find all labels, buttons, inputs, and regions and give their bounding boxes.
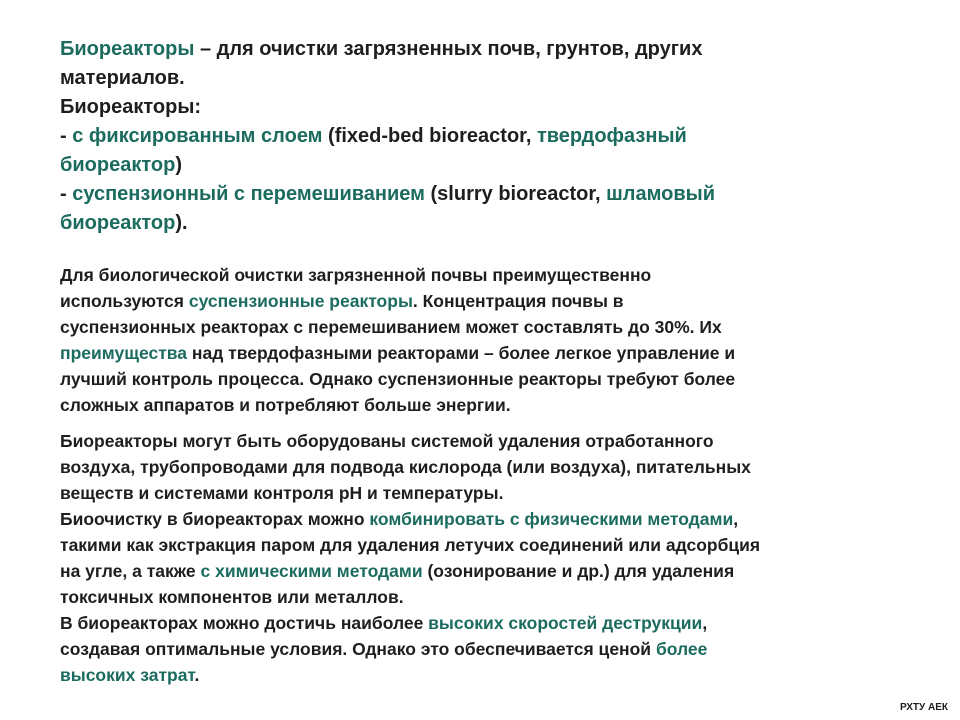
paragraph-line: Биоочистку в биореакторах можно комбинировать с физическими методами,	[60, 509, 739, 529]
term-solid-phase: твердофазный	[536, 125, 687, 147]
paragraph-line: такими как экстракция паром для удаления летучих соединений или адсорбция	[60, 535, 761, 555]
bioreactor-equipment-paragraph	[60, 428, 930, 688]
paragraph-line: токсичных компонентов или металлов.	[60, 587, 404, 607]
paragraph-line: создавая оптимальные условия. Однако это обеспечивается ценой более	[60, 639, 708, 659]
intro-line: биореактор)	[60, 154, 182, 176]
paragraph-line: суспензионных реакторах с перемешиванием может составлять до 30%. Их	[60, 317, 722, 337]
term-bioreactor: биореактор	[60, 154, 176, 176]
paragraph-line: Для биологической очистки загрязненной почвы преимущественно	[60, 265, 652, 285]
term-slurry: суспензионный с перемешиванием	[72, 183, 425, 205]
term-higher-costs: высоких затрат	[60, 665, 195, 685]
term-advantages: преимущества	[60, 343, 188, 363]
paragraph-line: сложных аппаратов и потребляют больше энергии.	[60, 395, 511, 415]
term-sludge: шламовый	[606, 183, 716, 205]
intro-line: - с фиксированным слоем (fixed-bed bioreactor, твердофазный	[60, 125, 687, 147]
intro-line: - суспензионный с перемешиванием (slurry bioreactor, шламовый	[60, 183, 716, 205]
term-fixed-bed: с фиксированным слоем	[72, 125, 323, 147]
term-chemical-methods: с химическими методами	[200, 561, 423, 581]
term-higher-costs: более	[655, 639, 708, 659]
term-slurry-reactors: суспензионные реакторы	[188, 291, 413, 311]
term-bioreactors: Биореакторы	[60, 38, 195, 60]
paragraph-line: используются суспензионные реакторы. Концентрация почвы в	[60, 291, 624, 311]
slurry-reactors-paragraph	[60, 262, 910, 418]
footer-label: РХТУ АЕК	[899, 702, 948, 713]
term-high-destruction-rates: высоких скоростей деструкции	[428, 613, 703, 633]
intro-line: материалов.	[60, 67, 185, 89]
paragraph-line: на угле, а также с химическими методами (озонирование и др.) для удаления	[60, 561, 735, 581]
paragraph-line: В биореакторах можно достичь наиболее высоких скоростей деструкции,	[60, 613, 708, 633]
bioreactors-intro	[60, 35, 900, 238]
paragraph-line: веществ и системами контроля pH и температуры.	[60, 483, 504, 503]
paragraph-line: лучший контроль процесса. Однако суспензионные реакторы требуют более	[60, 369, 736, 389]
paragraph-line: преимущества над твердофазными реакторами – более легкое управление и	[60, 343, 736, 363]
paragraph-line: Биореакторы могут быть оборудованы системой удаления отработанного	[60, 431, 714, 451]
paragraph-line: высоких затрат.	[60, 665, 200, 685]
term-bioreactor: биореактор	[60, 212, 176, 234]
term-physical-methods: комбинировать с физическими методами	[369, 509, 734, 529]
intro-line: Биореакторы – для очистки загрязненных почв, грунтов, других	[60, 38, 703, 60]
intro-line: Биореакторы:	[60, 96, 202, 118]
intro-line: биореактор).	[60, 212, 188, 234]
paragraph-line: воздуха, трубопроводами для подвода кислорода (или воздуха), питательных	[60, 457, 751, 477]
